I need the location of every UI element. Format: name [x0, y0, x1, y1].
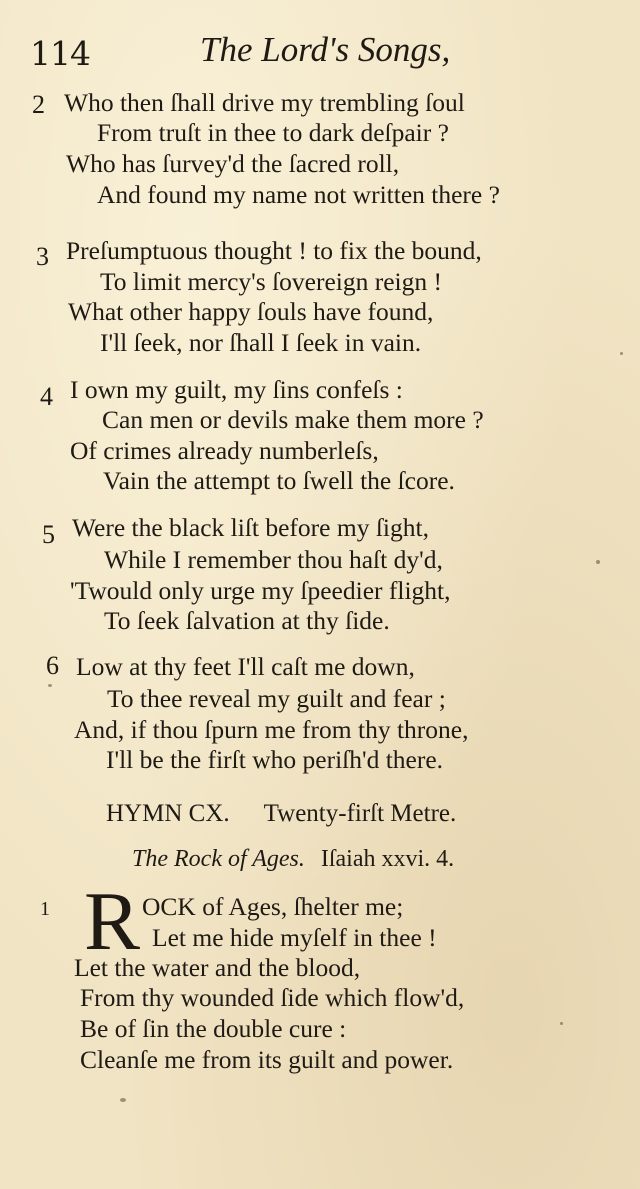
hymn-subheading	[132, 846, 454, 873]
verse-line: Were the black liſt before my ſight,	[72, 513, 429, 542]
verse-line: To ſeek ſalvation at thy ſide.	[104, 606, 390, 635]
paper-speck	[48, 684, 52, 687]
hymn-metre: Twenty-firſt Metre.	[263, 800, 457, 827]
hymn-line: OCK of Ages, ſhelter me;	[142, 892, 404, 921]
verse-line: I'll be the firſt who periſh'd there.	[106, 745, 444, 774]
verse-number: 5	[42, 520, 55, 549]
verse-number: 3	[36, 242, 49, 271]
hymn-line: Let the water and the blood,	[74, 953, 361, 982]
paper-speck	[560, 1022, 563, 1025]
verse-line: Vain the attempt to ſwell the ſcore.	[103, 466, 455, 495]
verse-line: From truſt in thee to dark deſpair ?	[97, 118, 449, 147]
verse-line: Who then ſhall drive my trembling ſoul	[64, 88, 465, 117]
hymn-heading	[106, 800, 456, 828]
verse-line: Low at thy feet I'll caſt me down,	[76, 652, 415, 681]
paper-speck	[596, 560, 600, 564]
paper-speck	[620, 352, 623, 355]
verse-number: 4	[40, 382, 53, 411]
verse-number: 2	[32, 90, 45, 119]
verse-line: To thee reveal my guilt and fear ;	[107, 684, 446, 713]
verse-line: Preſumptuous thought ! to fix the bound,	[66, 236, 482, 265]
verse-line: 'Twould only urge my ſpeedier flight,	[70, 576, 451, 605]
running-head	[0, 28, 640, 78]
verse-line: I own my guilt, my ſins confeſs :	[70, 375, 403, 404]
hymn-line: From thy wounded ſide which flow'd,	[80, 983, 465, 1012]
running-title: The Lord's Songs,	[200, 30, 451, 69]
paper-speck	[120, 1098, 126, 1102]
verse-line: Can men or devils make them more ?	[102, 405, 484, 434]
hymn-line: Be of ſin the double cure :	[80, 1014, 347, 1043]
verse-line: To limit mercy's ſovereign reign !	[100, 267, 443, 296]
page-number: 114	[30, 34, 90, 73]
verse-line: And found my name not written there ?	[97, 180, 500, 209]
verse-line: What other happy ſouls have found,	[68, 297, 434, 326]
verse-number: 1	[40, 898, 50, 920]
verse-line: I'll ſeek, nor ſhall I ſeek in vain.	[100, 328, 422, 357]
hymn-subtitle: The Rock of Ages.	[132, 846, 305, 872]
verse-line: Of crimes already numberleſs,	[70, 436, 379, 465]
scripture-reference: Iſaiah xxvi. 4.	[320, 846, 455, 872]
verse-line: And, if thou ſpurn me from thy throne,	[74, 715, 469, 744]
hymn-title: HYMN CX.	[106, 800, 230, 827]
verse-line: Who has ſurvey'd the ſacred roll,	[66, 149, 400, 178]
hymn-line: Let me hide myſelf in thee !	[152, 923, 437, 952]
verse-line: While I remember thou haſt dy'd,	[104, 545, 443, 574]
drop-cap: R	[84, 875, 141, 968]
hymn-line: Cleanſe me from its guilt and power.	[80, 1045, 454, 1074]
verse-number: 6	[46, 651, 59, 680]
